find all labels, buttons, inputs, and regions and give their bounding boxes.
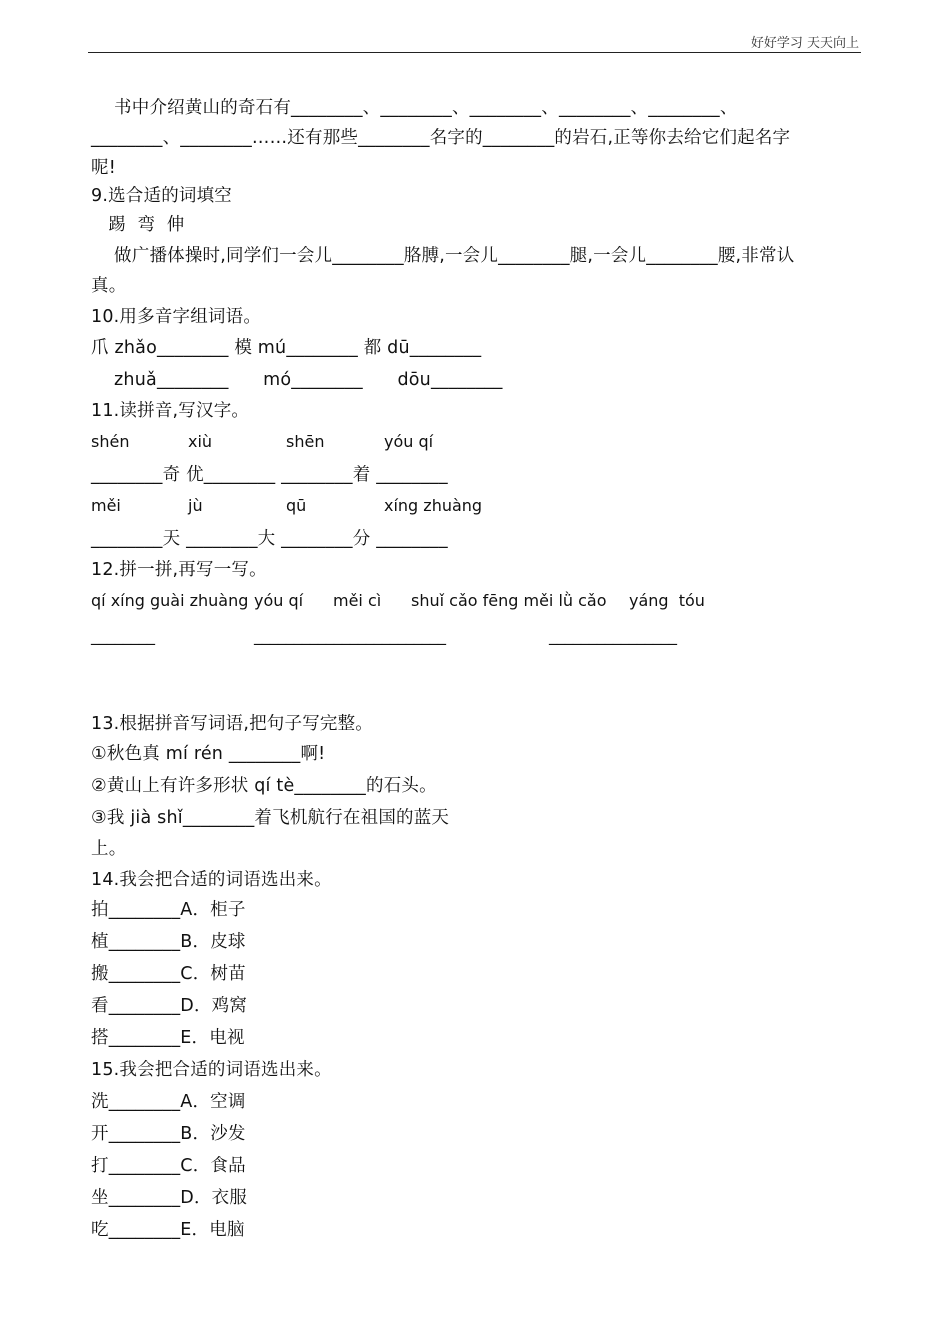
q12-pinyin-1: qí xíng guài zhuàng xyxy=(91,591,249,610)
q12-pinyin-2: yóu qí xyxy=(254,591,304,610)
q9-sentence-line-2: 真。 xyxy=(91,276,127,296)
q11-pinyin-shen2: shēn xyxy=(286,432,325,451)
q14-item: 看________D．鸡窝 xyxy=(91,996,248,1016)
q13-sentence-2: ②黄山上有许多形状 qí tè________的石头。 xyxy=(91,776,437,796)
q12-pinyin-4: shuǐ cǎo fēng měi lǜ cǎo xyxy=(411,591,607,610)
q15-item: 坐________D．衣服 xyxy=(91,1188,248,1208)
q15-item: 打________C．食品 xyxy=(91,1156,246,1176)
q13-title: 13.根据拼音写词语,把句子写完整。 xyxy=(91,714,373,734)
q9-sentence-line-1: 做广播体操时,同学们一会儿________胳膊,一会儿________腿,一会儿________腰,非常认 xyxy=(91,246,795,266)
q12-blank-3: ________________ xyxy=(549,626,677,645)
q11-pinyin-qu: qū xyxy=(286,496,307,515)
q12-pinyin-3: měi cì xyxy=(333,591,382,610)
q13-sentence-1: ①秋色真 mí rén ________啊! xyxy=(91,744,326,764)
q15-item: 开________B．沙发 xyxy=(91,1124,246,1144)
q11-pinyin-shen: shén xyxy=(91,432,130,451)
q14-item: 搬________C．树苗 xyxy=(91,964,246,984)
q10-title: 10.用多音字组词语。 xyxy=(91,307,262,327)
q8-line-3: 呢! xyxy=(91,158,116,178)
q14-item: 搭________E．电视 xyxy=(91,1028,245,1048)
q10-row-2: zhuǎ________ mó________ dōu________ xyxy=(91,370,503,390)
q11-pinyin-mei: měi xyxy=(91,496,121,515)
q12-blank-1: ________ xyxy=(91,626,155,645)
q13-sentence-3-cont: 上。 xyxy=(91,839,127,859)
header-motto: 好好学习 天天向上 xyxy=(750,36,859,51)
q11-pinyin-ju: jù xyxy=(188,496,203,515)
page-header xyxy=(88,30,861,53)
q15-item: 吃________E．电脑 xyxy=(91,1220,245,1240)
q15-item: 洗________A．空调 xyxy=(91,1092,246,1112)
q8-line-1: 书中介绍黄山的奇石有________、________、________、________、________、 xyxy=(91,98,738,118)
q8-line-2: ________、________……还有那些________名字的________的岩石,正等你去给它们起名字 xyxy=(91,128,791,148)
q11-pinyin-xingzhuang: xíng zhuàng xyxy=(384,496,483,515)
q14-item: 拍________A．柜子 xyxy=(91,900,246,920)
q11-pinyin-xiu: xiù xyxy=(188,432,213,451)
q12-pinyin-5: yáng tóu xyxy=(629,591,705,610)
q11-answer-row-2: ________天 ________大 ________分 ________ xyxy=(91,529,448,549)
q14-item: 植________B．皮球 xyxy=(91,932,246,952)
q12-blank-2: ________________________ xyxy=(254,626,446,645)
q9-title: 9.选合适的词填空 xyxy=(91,186,232,206)
q15-title: 15.我会把合适的词语选出来。 xyxy=(91,1060,332,1080)
q11-title: 11.读拼音,写汉字。 xyxy=(91,401,250,421)
q10-row-1: 爪 zhǎo________ 模 mú________ 都 dū________ xyxy=(91,338,482,358)
q11-answer-row-1: ________奇 优________ ________着 ________ xyxy=(91,465,448,485)
q9-word-options: 踢 弯 伸 xyxy=(91,215,185,235)
q14-title: 14.我会把合适的词语选出来。 xyxy=(91,870,332,890)
q12-title: 12.拼一拼,再写一写。 xyxy=(91,560,267,580)
q13-sentence-3: ③我 jià shǐ________着飞机航行在祖国的蓝天 xyxy=(91,808,450,828)
q11-pinyin-youqi: yóu qí xyxy=(384,432,434,451)
